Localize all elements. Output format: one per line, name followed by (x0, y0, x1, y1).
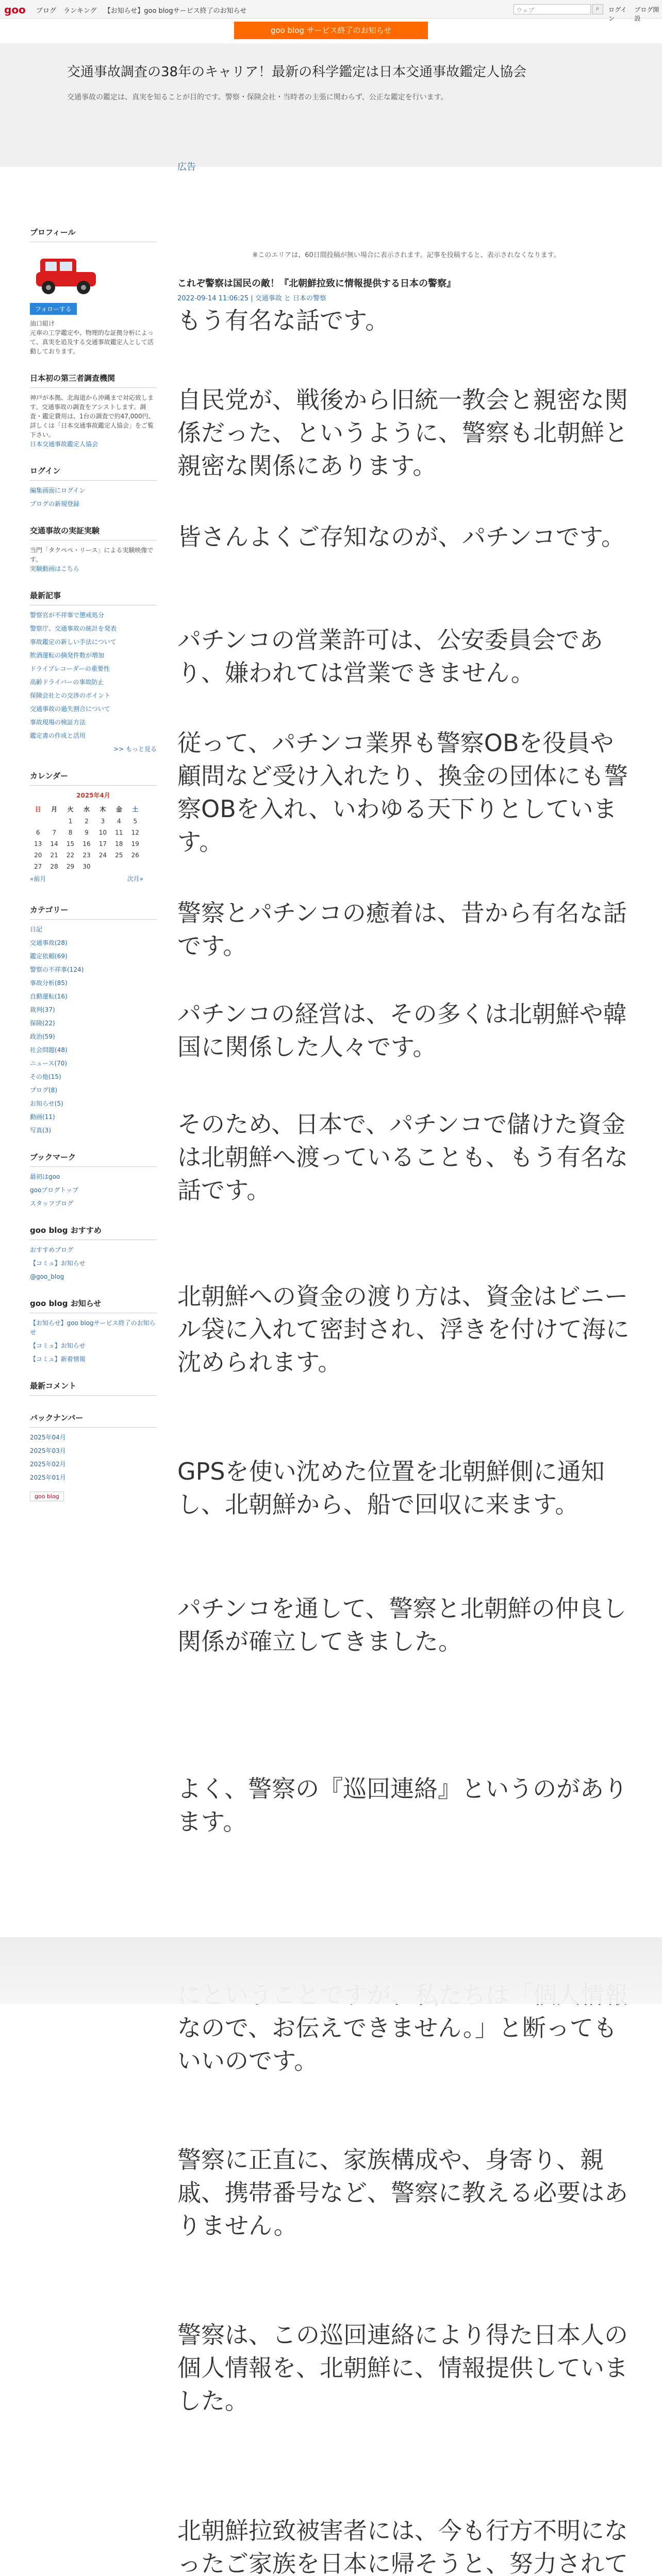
calendar-day: 4 (117, 818, 121, 825)
calendar-day: 5 (133, 818, 138, 825)
new-blog-link[interactable]: ブログの新規登録 (30, 500, 80, 507)
editor-login-link[interactable]: 編集画面にログイン (30, 487, 86, 494)
category-item[interactable]: 裁判(37) (30, 1006, 55, 1013)
kanteinin-section (30, 372, 157, 449)
category-item[interactable]: 政治(59) (30, 1033, 55, 1040)
recent-post-item[interactable]: 保険会社との交渉のポイント (30, 692, 111, 699)
entry-paragraph: そのため、日本で、パチンコで儲けた資金は北朝鮮へ渡っていることも、もう有名な話です。 (177, 1110, 628, 1204)
calendar-day (127, 861, 143, 872)
goo-recommend-heading: goo blog おすすめ (30, 1225, 157, 1240)
recent-more-link[interactable]: >> もっと見る (113, 745, 157, 753)
follow-button[interactable]: フォローする (30, 303, 77, 315)
calendar-weekday: 日 (35, 806, 41, 813)
login-section (30, 465, 157, 509)
bookmark-heading: ブックマーク (30, 1151, 157, 1167)
category-item[interactable]: ブログ(8) (30, 1087, 57, 1094)
profile-section (30, 227, 157, 356)
calendar-weekday: 火 (67, 806, 74, 813)
calendar-day: 15 (66, 840, 75, 848)
calendar-heading: カレンダー (30, 770, 157, 786)
profile-avatar-car-icon (30, 247, 102, 297)
category-item[interactable]: その他(15) (30, 1073, 61, 1080)
calendar-day: 19 (131, 840, 139, 848)
entry-title[interactable]: これぞ警察は国民の敵！『北朝鮮拉致に情報提供する日本の警察』 (177, 278, 456, 289)
entry-meta[interactable]: 2022-09-14 11:06:25 | 交通事故 と 日本の警察 (177, 295, 326, 302)
calendar-day: 20 (34, 852, 42, 859)
calendar-next-link[interactable]: 次月» (127, 875, 143, 883)
top-nav-ranking[interactable]: ランキング (63, 7, 97, 15)
calendar-day: 12 (131, 829, 139, 836)
recent-post-item[interactable]: 鑑定書の作成と活用 (30, 732, 86, 739)
recommend-item[interactable]: 【コミュ】お知らせ (30, 1260, 86, 1267)
recent-post-item[interactable]: 警察庁、交通事故の統計を発表 (30, 625, 117, 632)
calendar-weekday: 土 (132, 806, 139, 813)
goo-notice-item[interactable]: 【お知らせ】goo blogサービス終了のお知らせ (30, 1319, 156, 1336)
calendar-day: 25 (115, 852, 123, 859)
calendar-day: 22 (66, 852, 75, 859)
recommend-item[interactable]: おすすめブログ (30, 1246, 74, 1253)
kanteinin-link[interactable]: 日本交通事故鑑定人協会 (30, 440, 98, 448)
bookmark-item[interactable]: gooブログトップ (30, 1187, 78, 1194)
calendar-day: 16 (82, 840, 91, 848)
calendar-table (30, 803, 143, 872)
scroll-fade-overlay (0, 1937, 662, 2004)
category-item[interactable]: 自動運転(16) (30, 993, 68, 1000)
backnumber-item[interactable]: 2025年02月 (30, 1461, 66, 1468)
ad-note: ※このエリアは、60日間投稿が無い場合に表示されます。記事を投稿すると、表示されなくなります。 (252, 251, 560, 259)
recent-post-item[interactable]: 飲酒運転の摘発件数が増加 (30, 652, 105, 659)
category-item[interactable]: お知らせ(5) (30, 1100, 63, 1107)
backnumber-section (30, 1412, 157, 1501)
goo-notice-item[interactable]: 【コミュ】お知らせ (30, 1342, 86, 1349)
bookmark-item[interactable]: 最初はgoo (30, 1173, 60, 1180)
recent-post-item[interactable]: 事故現場の検証方法 (30, 719, 86, 726)
ad-label: 広告 (177, 162, 196, 173)
calendar-day (95, 861, 111, 872)
recent-post-item[interactable]: 事故鑑定の新しい手法について (30, 638, 117, 646)
entry-paragraph: なので、お伝えできません。」と断ってもいいのです。 (177, 2014, 617, 2075)
blog-header (0, 43, 662, 167)
entry-paragraph: よく、警察の『巡回連絡』というのがあります。 (177, 1775, 628, 1836)
profile-name: 油口組け (30, 320, 55, 327)
calendar-day: 29 (66, 863, 75, 870)
recent-post-item[interactable]: ドライブレコーダーの重要性 (30, 665, 110, 672)
calendar-day: 1 (68, 818, 73, 825)
service-end-notice[interactable]: goo blog サービス終了のお知らせ (234, 22, 428, 39)
entry-paragraph: 北朝鮮拉致被害者には、今も行方不明になったご家族を日本に帰そうと、努力されて (177, 2517, 628, 2576)
calendar-weekday: 木 (100, 806, 106, 813)
latest-comments-section (30, 1380, 157, 1396)
category-item[interactable]: 保険(22) (30, 1020, 55, 1027)
recent-post-item[interactable]: 高齢ドライバーの事故防止 (30, 679, 104, 686)
calendar-day: 30 (82, 863, 91, 870)
calendar-weekday: 金 (115, 806, 122, 813)
backnumber-heading: バックナンバー (30, 1412, 157, 1428)
category-item[interactable]: 社会問題(48) (30, 1046, 68, 1054)
bookmark-section (30, 1151, 157, 1208)
calendar-day: 14 (50, 840, 58, 848)
kanteinin-heading: 日本初の第三者調査機関 (30, 372, 157, 388)
calendar-day (111, 861, 127, 872)
calendar-day: 23 (82, 852, 91, 859)
calendar-day: 26 (131, 852, 139, 859)
calendar-day: 2 (85, 818, 89, 825)
recent-posts-heading: 最新記事 (30, 590, 157, 605)
category-item[interactable]: 警察の不祥事(124) (30, 966, 84, 973)
category-item[interactable]: 写真(3) (30, 1127, 51, 1134)
profile-heading: プロフィール (30, 227, 157, 242)
entry-paragraph: 警察とパチンコの癒着は、昔から有名な話です。 (177, 899, 627, 960)
sidebar (30, 227, 157, 1518)
experiment-heading: 交通事故の実証実験 (30, 525, 157, 540)
calendar-day: 18 (115, 840, 123, 848)
backnumber-item[interactable]: 2025年04月 (30, 1434, 66, 1441)
entry-paragraph: 従って、パチンコ業界も警察OBを役員や顧問など受け入れたり、換金の団体にも警察OBを入れ、いわゆる天下りとしています。 (177, 729, 628, 856)
entry-paragraph: 警察は、この巡回連絡により得た日本人の個人情報を、北朝鮮に、情報提供していました。 (177, 2321, 628, 2415)
experiment-section (30, 525, 157, 573)
calendar-day: 9 (85, 829, 89, 836)
top-nav (36, 5, 246, 15)
goo-recommend-section (30, 1225, 157, 1281)
site-title[interactable]: 交通事故調査の38年のキャリア！最新の科学鑑定は日本交通事故鑑定人協会 (67, 64, 527, 80)
categories-section (30, 904, 157, 1135)
top-nav-blog[interactable]: ブログ (36, 7, 57, 15)
profile-bio: 元車の工学鑑定や、物理的な証拠分析によって、真実を追及する交通事故鑑定人として活動しております。 (30, 329, 154, 355)
entry-paragraph: GPSを使い沈めた位置を北朝鮮側に通知し、北朝鮮から、船で回収に来ます。 (177, 1458, 605, 1518)
calendar-day: 24 (98, 852, 107, 859)
calendar-day (46, 816, 62, 827)
category-item[interactable]: 事故分析(85) (30, 979, 68, 987)
site-description: 交通事故の鑑定は、真実を知ることが目的です。警察・保険会社・当時者の主張に関わらず、公正な鑑定を行います。 (67, 93, 448, 101)
recent-post-item[interactable]: 警察官が不祥事で懲戒処分 (30, 612, 105, 619)
top-nav-notice[interactable]: 【お知らせ】goo blogサービス終了のお知らせ (104, 7, 247, 15)
latest-comments-heading: 最新コメント (30, 1380, 157, 1396)
calendar-prev-link[interactable]: «前月 (30, 875, 46, 883)
calendar-day: 28 (50, 863, 58, 870)
calendar-day (30, 816, 46, 827)
login-link[interactable]: ログイン (608, 6, 627, 22)
goo-notice-section (30, 1298, 157, 1364)
category-item[interactable]: 鑑定依頼(69) (30, 953, 68, 960)
category-item[interactable]: 動画(11) (30, 1113, 55, 1121)
goo-notice-item[interactable]: 【コミュ】新着情報 (30, 1355, 86, 1363)
experiment-text: 当門「タクペペ・リース」による実験映像です。 (30, 547, 154, 563)
kanteinin-text: 神戸が本拠、北海道から沖縄まで対応致します。交通事故の調査をアシストします。調査・鑑定費用は、1台の調査で約47,000円、詳しくは「日本交通事故鑑定人協会」をご覧下さい。 (30, 394, 155, 438)
calendar-day: 13 (34, 840, 42, 848)
goo-notice-heading: goo blog お知らせ (30, 1298, 157, 1313)
calendar-day: 17 (98, 840, 107, 848)
calendar-day: 11 (115, 829, 123, 836)
calendar-month: 2025年4月 (76, 792, 110, 799)
signup-link[interactable]: ブログ開設 (634, 6, 659, 22)
entry-paragraph: 警察に正直に、家族構成や、身寄り、親戚、携帯番号など、警察に教える必要はありません。 (177, 2146, 628, 2240)
entry-paragraph: 北朝鮮への資金の渡り方は、資金はビニール袋に入れて密封され、浮きを付けて海に沈められます。 (177, 1282, 630, 1376)
calendar-day: 3 (101, 818, 105, 825)
experiment-link[interactable]: 実験動画はこちら (30, 565, 80, 572)
calendar-weekday: 月 (51, 806, 58, 813)
entry-paragraph: パチンコを通して、警察と北朝鮮の仲良し関係が確立してきました。 (177, 1595, 626, 1655)
entry-paragraph: パチンコの経営は、その多くは北朝鮮や韓国に関係した人々です。 (177, 1000, 627, 1061)
search-icon[interactable]: ⌕ (592, 4, 603, 14)
recent-posts-section (30, 590, 157, 754)
backnumber-item[interactable]: 2025年03月 (30, 1447, 66, 1454)
category-item[interactable]: ニュース(70) (30, 1060, 68, 1067)
calendar-day: 21 (50, 852, 58, 859)
top-links (608, 5, 662, 23)
entry-paragraph: 皆さんよくご存知なのが、パチンコです。 (177, 523, 625, 551)
calendar-day: 6 (36, 829, 40, 836)
categories-heading: カテゴリー (30, 904, 157, 920)
recommend-item[interactable]: @goo_blog (30, 1273, 64, 1280)
calendar-day: 27 (34, 863, 42, 870)
calendar-day: 7 (52, 829, 56, 836)
search-input[interactable]: ウェブ (514, 4, 591, 14)
entry-paragraph: パチンコの営業許可は、公安委員会であり、嫌われては営業できません。 (177, 626, 603, 687)
backnumber-item[interactable]: 2025年01月 (30, 1474, 66, 1481)
calendar-day: 10 (98, 829, 107, 836)
login-heading: ログイン (30, 465, 157, 481)
calendar-weekday: 水 (83, 806, 90, 813)
category-item[interactable]: 交通事故(28) (30, 939, 68, 946)
recent-post-item[interactable]: 交通事故の過失割合について (30, 705, 110, 713)
category-item[interactable]: 日記 (30, 926, 43, 933)
goo-blog-badge[interactable]: goo blog (30, 1492, 64, 1501)
bookmark-item[interactable]: スタッフブログ (30, 1200, 74, 1207)
top-bar (0, 0, 662, 22)
calendar-section (30, 770, 157, 888)
goo-logo[interactable]: goo (4, 4, 26, 16)
entry-paragraph: もう有名な話です。 (177, 307, 389, 334)
calendar-day: 8 (68, 829, 73, 836)
entry-paragraph: 自民党が、戦後から旧統一教会と親密な関係だった、というように、警察も北朝鮮と親密な関係にあります。 (177, 386, 628, 480)
